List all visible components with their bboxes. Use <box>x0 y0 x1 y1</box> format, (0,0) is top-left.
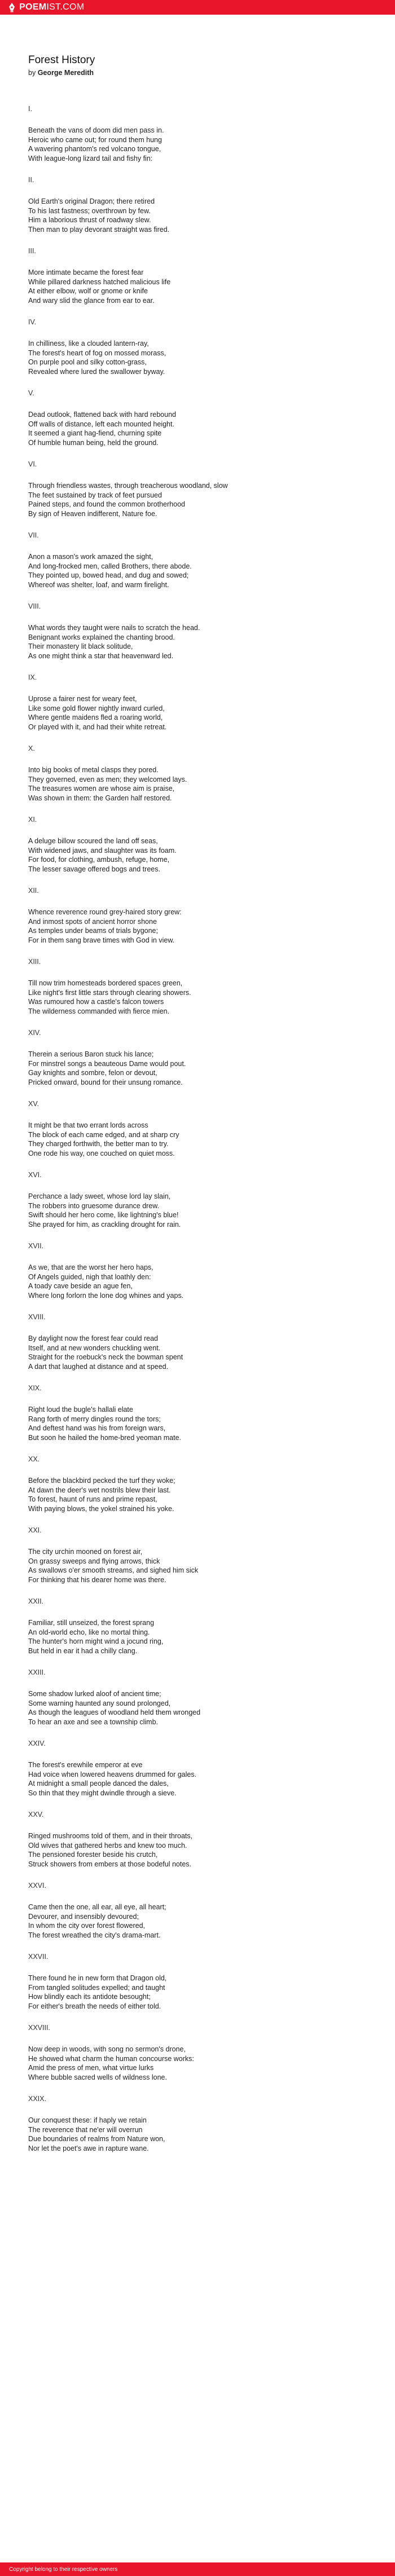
stanza-number: XX. <box>28 1455 40 1463</box>
stanza <box>28 1739 367 1798</box>
poem-line: For either's breath the needs of either told. <box>28 2002 161 2010</box>
poem-line: Benignant works explained the chanting brood. <box>28 633 175 641</box>
poem-line: Was shown in them: the Garden half restored. <box>28 794 172 802</box>
pen-nib-icon <box>8 2 15 12</box>
stanza-lines <box>28 1121 367 1158</box>
stanza-lines <box>28 1760 367 1798</box>
poem-line: Perchance a lady sweet, whose lord lay slain, <box>28 1192 171 1200</box>
stanza-number: VIII. <box>28 602 41 610</box>
poem-line: On purple pool and silky cotton-grass, <box>28 358 147 366</box>
stanza-lines <box>28 1192 367 1229</box>
poem-line: They governed, even as men; they welcomed lays. <box>28 775 187 783</box>
poem-line: Then man to play devorant straight was fired. <box>28 225 170 234</box>
stanza <box>28 1384 367 1442</box>
poem-line: By daylight now the forest fear could read <box>28 1335 158 1342</box>
poem-line: To his last fastness; overthrown by few. <box>28 206 151 215</box>
stanza <box>28 1952 367 2011</box>
poem-line: As one might think a star that heavenward led. <box>28 651 174 660</box>
stanza <box>28 1028 367 1087</box>
stanza <box>28 1881 367 1940</box>
poem-line: In chilliness, like a clouded lantern-ray, <box>28 340 149 347</box>
poem-line: For in them sang brave times with God in view. <box>28 936 175 944</box>
poem-line: At dawn the deer's wet nostrils blew their last. <box>28 1486 171 1494</box>
poem-line: The feet sustained by track of feet pursued <box>28 491 162 499</box>
poem-line: For thinking that his dearer home was there. <box>28 1575 166 1584</box>
stanza-lines <box>28 552 367 589</box>
poem-line: The reverence that ne'er will overrun <box>28 2125 143 2134</box>
stanza <box>28 815 367 874</box>
stanza-number: XV. <box>28 1100 40 1108</box>
poem-line: Familiar, still unseized, the forest sprang <box>28 1619 155 1627</box>
poem-line: Pained steps, and found the common brotherhood <box>28 500 185 508</box>
stanza-lines <box>28 1618 367 1655</box>
poem-line: Straight for the roebuck's neck the bowman spent <box>28 1353 183 1361</box>
poem-line: Now deep in woods, with song no sermon's drone, <box>28 2045 186 2053</box>
poem-line: In whom the city over forest flowered, <box>28 1922 146 1930</box>
stanza-lines <box>28 410 367 447</box>
logo-light: IST.COM <box>46 2 85 12</box>
poem-line: Gay knights and sombre, felon or devout, <box>28 1069 157 1077</box>
stanza <box>28 1668 367 1727</box>
stanza-lines <box>28 1050 367 1087</box>
poem-line: Anon a mason's work amazed the sight, <box>28 553 153 561</box>
stanza-number: XXVIII. <box>28 2024 50 2032</box>
stanza-lines <box>28 126 367 163</box>
stanza <box>28 2023 367 2082</box>
stanza-number: VI. <box>28 460 37 468</box>
stanza <box>28 531 367 589</box>
stanza-number: I. <box>28 105 32 113</box>
poem-line: Revealed where lured the swallower byway. <box>28 367 165 376</box>
poem-line: Swift should her hero come, like lightning's blue! <box>28 1211 179 1219</box>
stanza-lines <box>28 197 367 234</box>
stanza <box>28 246 367 305</box>
poem-line: Our conquest these: if haply we retain <box>28 2116 147 2124</box>
poem-line: As though the leagues of woodland held them wronged <box>28 1708 201 1716</box>
poem-line: What words they taught were nails to scratch the head. <box>28 624 200 632</box>
stanza-number: XIV. <box>28 1029 41 1037</box>
byline-prefix: by <box>28 69 36 77</box>
stanza-lines <box>28 2045 367 2082</box>
poem-line: She prayed for him, as crackling drought for rain. <box>28 1220 181 1228</box>
site-header <box>0 0 395 15</box>
stanza-number: XI. <box>28 816 37 824</box>
poem-line: With league-long lizard tail and fishy fin: <box>28 154 153 162</box>
poem-line: And wary slid the glance from ear to ear. <box>28 296 155 305</box>
poem-line: With widened jaws, and slaughter was its foam. <box>28 846 177 855</box>
site-logo-link[interactable] <box>8 2 16 12</box>
stanza-lines <box>28 1263 367 1300</box>
poem-line: Their monastery lit black solitude, <box>28 642 133 650</box>
stanza <box>28 1099 367 1158</box>
poem-line: A wavering phantom's red volcano tongue, <box>28 145 161 153</box>
stanza <box>28 1313 367 1371</box>
poem-line: Where bubble sacred wells of wildness lone. <box>28 2073 167 2081</box>
site-footer <box>0 2562 395 2576</box>
poem-line: One rode his way, one couched on quiet moss. <box>28 1149 175 1157</box>
poem-line: A deluge billow scoured the land off seas, <box>28 837 158 845</box>
stanza-lines <box>28 1689 367 1727</box>
poem-line: From tangled solitudes expelled; and taught <box>28 1983 165 1992</box>
poem-line: As swallows o'er smooth streams, and sighed him sick <box>28 1566 199 1574</box>
poem-line: By sign of Heaven indifferent, Nature foe. <box>28 509 157 518</box>
poem-line: For minstrel songs a beauteous Dame would pout. <box>28 1059 186 1068</box>
poem-line: So thin that they might dwindle through a sieve. <box>28 1789 177 1797</box>
logo-bold: POEM <box>19 2 47 12</box>
stanza <box>28 389 367 447</box>
poem-line: As we, that are the worst her hero haps, <box>28 1263 153 1271</box>
poem-author[interactable]: George Meredith <box>37 69 94 77</box>
stanza-lines <box>28 1974 367 2011</box>
poem-line: Came then the one, all ear, all eye, all heart; <box>28 1903 166 1911</box>
stanza-number: XII. <box>28 887 39 895</box>
poem-line: While pillared darkness hatched malicious life <box>28 278 171 286</box>
stanza-lines <box>28 268 367 305</box>
poem-line: Beneath the vans of doom did men pass in. <box>28 126 164 134</box>
stanza-lines <box>28 1476 367 1513</box>
stanza-number: V. <box>28 389 34 397</box>
poem-line: Was rumoured how a castle's falcon towers <box>28 998 164 1006</box>
poem-line: With paying blows, the yokel strained his yoke. <box>28 1504 174 1513</box>
poem-line: To forest, haunt of runs and prime repast, <box>28 1495 157 1503</box>
stanza <box>28 1170 367 1229</box>
poem-line: Off walls of distance, left each mounted height. <box>28 420 174 428</box>
poem-line: But held in ear it had a chilly clang. <box>28 1646 138 1655</box>
stanza-lines <box>28 1334 367 1371</box>
stanza-lines <box>28 1831 367 1869</box>
poem-line: To hear an axe and see a township climb. <box>28 1718 158 1726</box>
poem-line: Whereof was shelter, loaf, and warm firelight. <box>28 580 169 589</box>
poem-line: At either elbow, wolf or gnome or knife <box>28 287 148 295</box>
poem-line: He showed what charm the human concourse works: <box>28 2054 194 2063</box>
stanza-number: II. <box>28 176 34 184</box>
poem-line: Where long forlorn the lone dog whines and yaps. <box>28 1291 184 1300</box>
stanza-lines <box>28 694 367 732</box>
poem-line: Due boundaries of realms from Nature won, <box>28 2135 165 2143</box>
poem-line: It might be that two errant lords across <box>28 1121 148 1129</box>
poem-line: The forest wreathed the city's drama-mart. <box>28 1931 161 1939</box>
poem-line: It seemed a giant hag-fiend, churning spite <box>28 429 162 437</box>
poem-line: Had voice when lowered heavens drummed for gales. <box>28 1770 197 1778</box>
stanza-lines <box>28 1547 367 1584</box>
poem-line: Dead outlook, flattened back with hard rebound <box>28 411 176 419</box>
stanza-lines <box>28 1903 367 1940</box>
stanza-number: XXI. <box>28 1526 42 1534</box>
poem-line: Of humble human being, held the ground. <box>28 438 159 447</box>
poem-line: Of Angels guided, nigh that loathly den: <box>28 1272 151 1281</box>
poem-line: Old wives that gathered herbs and knew too much. <box>28 1841 187 1850</box>
poem-line: Till now trim homesteads bordered spaces green, <box>28 979 183 987</box>
poem-line: Before the blackbird pecked the turf they woke; <box>28 1477 175 1485</box>
poem-line: The forest's erewhile emperor at eve <box>28 1761 143 1769</box>
poem-byline <box>28 68 367 77</box>
stanza-number: XIX. <box>28 1384 42 1392</box>
poem-line: And inmost spots of ancient horror shone <box>28 917 157 926</box>
footer-copyright: Copyright belong to their respective owners <box>9 2566 118 2573</box>
poem-content <box>28 54 367 2165</box>
stanza <box>28 602 367 660</box>
poem-line: More intimate became the forest fear <box>28 268 144 276</box>
poem-line: Whence reverence round grey-haired story grew: <box>28 908 182 916</box>
stanza-number: XXVII. <box>28 1953 49 1961</box>
poem-line: Rang forth of merry dingles round the tors; <box>28 1415 161 1423</box>
poem-line: At midnight a small people danced the dales, <box>28 1780 169 1787</box>
poem-line: There found he in new form that Dragon old, <box>28 1974 167 1982</box>
poem-line: The lesser savage offered bogs and trees. <box>28 865 160 873</box>
poem-line: Where gentle maidens fled a roaring world, <box>28 714 163 721</box>
stanza-lines <box>28 339 367 376</box>
poem-line: Some warning haunted any sound prolonged, <box>28 1699 171 1707</box>
stanza-lines <box>28 765 367 803</box>
poem-line: They charged forthwith, the better man to try. <box>28 1140 169 1148</box>
stanza-lines <box>28 623 367 660</box>
stanza-number: XVIII. <box>28 1313 46 1321</box>
poem-line: For food, for clothing, ambush, refuge, home, <box>28 856 170 864</box>
poem-line: The wilderness commanded with fierce mien. <box>28 1007 170 1015</box>
stanza-number: IV. <box>28 318 37 326</box>
stanza <box>28 2094 367 2153</box>
poem-line: Some shadow lurked aloof of ancient time; <box>28 1690 161 1698</box>
poem-stanzas <box>28 104 367 2153</box>
stanza-lines <box>28 1405 367 1442</box>
poem-line: They pointed up, bowed head, and dug and sowed; <box>28 571 189 579</box>
poem-line: Right loud the bugle's hallali elate <box>28 1406 133 1414</box>
poem-line: Like some gold flower nightly inward curled, <box>28 704 165 712</box>
poem-line: Uprose a fairer nest for weary feet, <box>28 695 137 703</box>
stanza-number: X. <box>28 745 35 752</box>
stanza-number: XXV. <box>28 1811 44 1818</box>
poem-line: A toady cave beside an ague fen, <box>28 1282 133 1290</box>
stanza-lines <box>28 2116 367 2153</box>
poem-line: Into big books of metal clasps they pored. <box>28 766 159 774</box>
poem-line: Nor let the poet's awe in rapture wane. <box>28 2144 149 2152</box>
poem-line: Him a laborious thrust of roadway slew. <box>28 216 151 224</box>
poem-line: Heroic who came out; for round them hung <box>28 135 162 144</box>
stanza <box>28 460 367 518</box>
poem-line: Itself, and at new wonders chuckling went. <box>28 1344 161 1352</box>
poem-line: The robbers into gruesome durance drew. <box>28 1201 160 1210</box>
poem-line: Struck showers from embers at those bodeful notes. <box>28 1860 192 1868</box>
poem-line: An old-world echo, like no mortal thing. <box>28 1628 150 1636</box>
stanza-number: VII. <box>28 531 39 539</box>
stanza <box>28 1241 367 1300</box>
stanza <box>28 1597 367 1655</box>
stanza-lines <box>28 979 367 1016</box>
poem-line: The hunter's horn might wind a jocund ring, <box>28 1637 164 1645</box>
stanza-number: XIII. <box>28 958 41 966</box>
poem-line: On grassy sweeps and flying arrows, thick <box>28 1557 160 1565</box>
poem-line: But soon he hailed the home-bred yeoman mate. <box>28 1433 182 1442</box>
poem-line: And long-frocked men, called Brothers, there abode. <box>28 562 192 570</box>
poem-line: And deftest hand was his from foreign wars, <box>28 1424 166 1432</box>
poem-line: The block of each came edged, and at sharp cry <box>28 1130 179 1139</box>
stanza <box>28 1810 367 1869</box>
stanza-number: IX. <box>28 673 37 681</box>
poem-line: A dart that laughed at distance and at speed. <box>28 1362 169 1371</box>
poem-line: Amid the press of men, what virtue lurks <box>28 2064 154 2072</box>
poem-line: Ringed mushrooms told of them, and in their throats, <box>28 1832 193 1840</box>
stanza-number: XXIV. <box>28 1740 46 1747</box>
poem-line: Devourer, and insensibly devoured; <box>28 1912 139 1921</box>
stanza <box>28 1526 367 1584</box>
stanza-number: XXVI. <box>28 1882 46 1890</box>
stanza <box>28 104 367 163</box>
stanza-number: XVI. <box>28 1171 42 1179</box>
stanza <box>28 1455 367 1513</box>
poem-line: The treasures women are whose aim is praise, <box>28 785 175 792</box>
poem-line: Or played with it, and had their white retreat. <box>28 723 167 731</box>
stanza-number: III. <box>28 247 36 255</box>
stanza-lines <box>28 836 367 874</box>
poem-line: Old Earth's original Dragon; there retired <box>28 197 155 205</box>
stanza-number: XXIX. <box>28 2095 46 2103</box>
stanza <box>28 175 367 234</box>
poem-title: Forest History <box>28 54 95 66</box>
stanza <box>28 673 367 732</box>
poem-line: Therein a serious Baron stuck his lance; <box>28 1050 154 1058</box>
poem-line: How blindly each its antidote besought; <box>28 1993 151 2001</box>
stanza-number: XXII. <box>28 1597 44 1605</box>
stanza <box>28 744 367 803</box>
stanza-number: XVII. <box>28 1242 44 1250</box>
stanza-number: XXIII. <box>28 1668 46 1676</box>
poem-line: As temples under beams of trials bygone; <box>28 927 158 935</box>
poem-line: Pricked onward, bound for their unsung romance. <box>28 1078 183 1086</box>
poem-line: Like night's first little stars through clearing showers. <box>28 988 191 997</box>
stanza <box>28 886 367 945</box>
stanza <box>28 318 367 376</box>
stanza <box>28 957 367 1016</box>
poem-line: Through friendless wastes, through treacherous woodland, slow <box>28 482 228 490</box>
stanza-lines <box>28 481 367 518</box>
poem-line: The pensioned forester beside his crutch, <box>28 1851 158 1859</box>
poem-line: The city urchin mooned on forest air, <box>28 1548 143 1556</box>
poem-line: The forest's heart of fog on mossed morass, <box>28 349 166 357</box>
stanza-lines <box>28 908 367 945</box>
site-logo-text[interactable] <box>19 0 84 15</box>
